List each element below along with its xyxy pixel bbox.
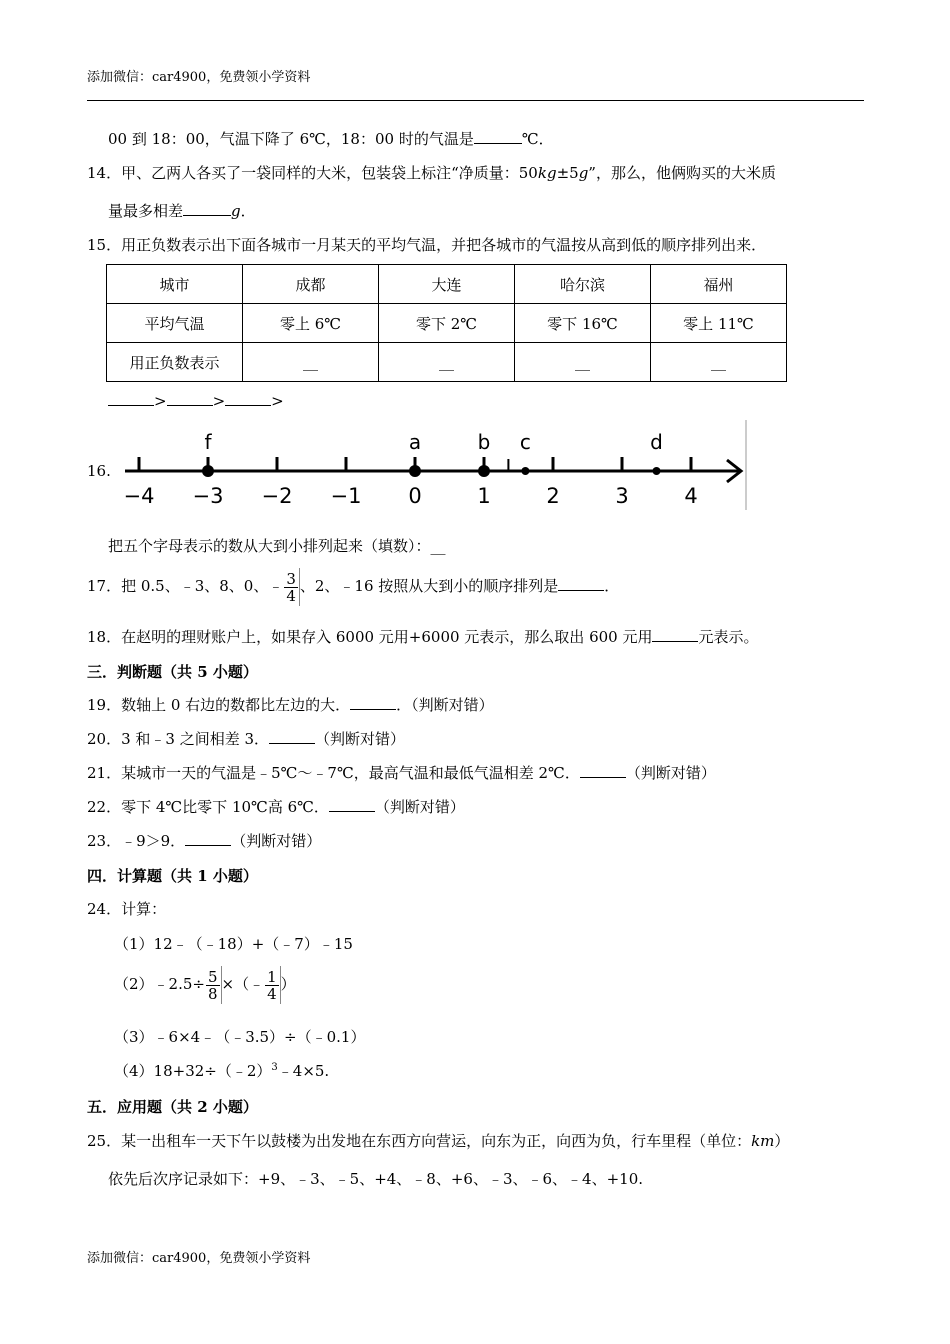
point-label-f: f [204,430,212,454]
q17-text-b: 、2、﹣16 按照从大到小的顺序排列是 [299,577,559,595]
q17-blank[interactable] [558,575,604,591]
q22-blank[interactable] [329,796,375,812]
table-cell: 平均气温 [107,304,243,343]
q19-end: ．（判断对错） [396,696,494,714]
q24-part3: （3）﹣6×4﹣（﹣3.5）÷（﹣0.1） [114,1028,366,1046]
q20-end: （判断对错） [315,730,406,748]
frac-num: 5 [207,967,218,986]
q14-text-a: 14．甲、乙两人各买了一袋同样的大米，包装袋上标注“净质量： [87,164,519,182]
q24-p2-a: （2）﹣2.5÷ [114,975,205,993]
q24-part4 [114,1060,329,1081]
q17-end: ． [604,577,620,595]
q19-text: 19．数轴上 0 右边的数都比左边的大． [87,696,351,714]
q21-text: 21．某城市一天的气温是﹣5℃～﹣7℃，最高气温和最低气温相差 2℃． [87,764,580,782]
q17-text: 17．把 0.5、﹣3、8、0、﹣ [87,577,284,595]
q18-blank[interactable] [652,626,698,642]
q19 [87,694,494,715]
q14-blank[interactable] [183,200,231,216]
q21 [87,762,716,783]
q13-end: ℃． [521,130,554,148]
q22-text: 22．零下 4℃比零下 10℃高 6℃． [87,798,329,816]
q19-blank[interactable] [350,694,396,710]
q22-end: （判断对错） [374,798,465,816]
frac-num: 1 [267,967,277,986]
q24-p4-a: （4）18+32÷（﹣2） [114,1062,272,1080]
table-cell: 城市 [107,265,243,304]
point-d [653,467,661,475]
table-cell: 零下 2℃ [379,304,515,343]
section-5-title: 五．应用题（共 2 小题） [87,1098,258,1116]
fraction-1-4 [265,969,279,1002]
point-b [478,465,490,477]
frac-den: 8 [207,984,218,1003]
exponent: 3 [271,1062,278,1073]
point-a [409,465,421,477]
q25-unit: km [751,1132,775,1150]
q16-number: 16. [87,462,111,480]
temperature-table [106,264,787,382]
table-cell: 大连 [379,265,515,304]
q25-text-a: 25．某一出租车一天下午以鼓楼为出发地在东西方向营运，向东为正，向西为负，行车里程（单位： [87,1132,752,1150]
q21-blank[interactable] [580,762,626,778]
q23 [87,830,321,851]
point-label-a: a [408,430,422,454]
order-sep: > [154,392,167,410]
table-row [107,343,787,382]
frac-den: 4 [286,586,296,605]
q24-part2 [114,964,296,1004]
q16-prompt: 把五个字母表示的数从大到小排列起来（填数）：__ [108,537,446,555]
tick-label: −1 [330,484,362,508]
table-cell: 用正负数表示 [107,343,243,382]
table-cell: 零上 11℃ [651,304,787,343]
section-4-title: 四．计算题（共 1 小题） [87,867,258,885]
frac-num: 3 [286,569,296,588]
q13-blank[interactable] [474,128,522,144]
q14-end: ． [240,202,256,220]
q15-order [108,390,284,410]
q20 [87,728,405,749]
number-line [110,418,755,512]
q17 [87,566,619,606]
table-cell: 哈尔滨 [515,265,651,304]
table-row [107,304,787,343]
point-label-c: c [519,430,531,454]
q25-line2: 依先后次序记录如下：+9、﹣3、﹣5、+4、﹣8、+6、﹣3、﹣6、﹣4、+10. [108,1170,644,1188]
point-c [521,467,529,475]
q13-tail [108,128,554,149]
fraction-3-4 [284,571,298,604]
section-3-title: 三．判断题（共 5 小题） [87,663,258,681]
q23-blank[interactable] [185,830,231,846]
tick-label: −2 [261,484,293,508]
q25-text-b: ） [774,1132,790,1150]
tick-label: 1 [477,484,491,508]
q18-text: 18．在赵明的理财账户上，如果存入 6000 元用+6000 元表示，那么取出 600 元用 [87,628,653,646]
header-rule [87,100,864,101]
fraction-5-8 [206,969,220,1002]
q23-text: 23．﹣9＞9． [87,832,186,850]
table-cell-blank[interactable]: __ [379,343,515,382]
q23-end: （判断对错） [231,832,322,850]
tick-label: 4 [684,484,698,508]
q24-p2-c: ） [280,975,296,993]
table-row [107,265,787,304]
q14-kg: kg [537,164,557,182]
q14-line1 [87,162,776,183]
frac-den: 4 [267,984,277,1003]
q14-text-b: ”，那么，他俩购买的大米质 [588,164,776,182]
tick-label: −4 [123,484,155,508]
q14-pm: ±5 [556,164,579,182]
table-cell: 零上 6℃ [243,304,379,343]
page-footer: 添加微信：car4900，免费领小学资料 [87,1251,311,1266]
tick-label: 0 [408,484,422,508]
q24-p4-b: ﹣4×5. [277,1062,330,1080]
order-blank-1[interactable] [108,390,154,406]
q22 [87,796,465,817]
q21-end: （判断对错） [625,764,716,782]
q24-p2-b: ×（﹣ [221,975,265,993]
table-cell-blank[interactable]: __ [651,343,787,382]
q20-blank[interactable] [269,728,315,744]
q24-part1: （1）12﹣（﹣18）+（﹣7）﹣15 [114,935,353,953]
q14-unit: g [231,202,241,220]
q20-text: 20．3 和﹣3 之间相差 3． [87,730,270,748]
point-label-d: d [650,430,663,454]
q24-title: 24．计算： [87,900,167,918]
q14-g: g [578,164,589,182]
q14-text-c: 量最多相差 [108,202,184,220]
page-header: 添加微信：car4900，免费领小学资料 [87,70,311,85]
tick-label: 3 [615,484,629,508]
table-cell: 福州 [651,265,787,304]
order-blank-3[interactable] [225,390,271,406]
point-f [202,465,214,477]
tick-label: 2 [546,484,560,508]
order-blank-2[interactable] [167,390,213,406]
q18 [87,626,759,647]
table-cell: 成都 [243,265,379,304]
q18-end: 元表示。 [698,628,759,646]
q15-prompt: 15．用正负数表示出下面各城市一月某天的平均气温，并把各城市的气温按从高到低的顺序排列出来． [87,236,767,254]
table-cell-blank[interactable]: __ [243,343,379,382]
q13-text: 00 到 18：00，气温下降了 6℃，18：00 时的气温是 [108,130,474,148]
order-sep: > [212,392,226,410]
tick-label: −3 [192,484,224,508]
order-sep: > [271,392,284,410]
q14-qty: 50 [518,164,538,182]
table-cell-blank[interactable]: __ [515,343,651,382]
q25-line1 [87,1130,789,1151]
table-cell: 零下 16℃ [515,304,651,343]
point-label-b: b [477,430,491,454]
q14-line2 [108,200,256,221]
